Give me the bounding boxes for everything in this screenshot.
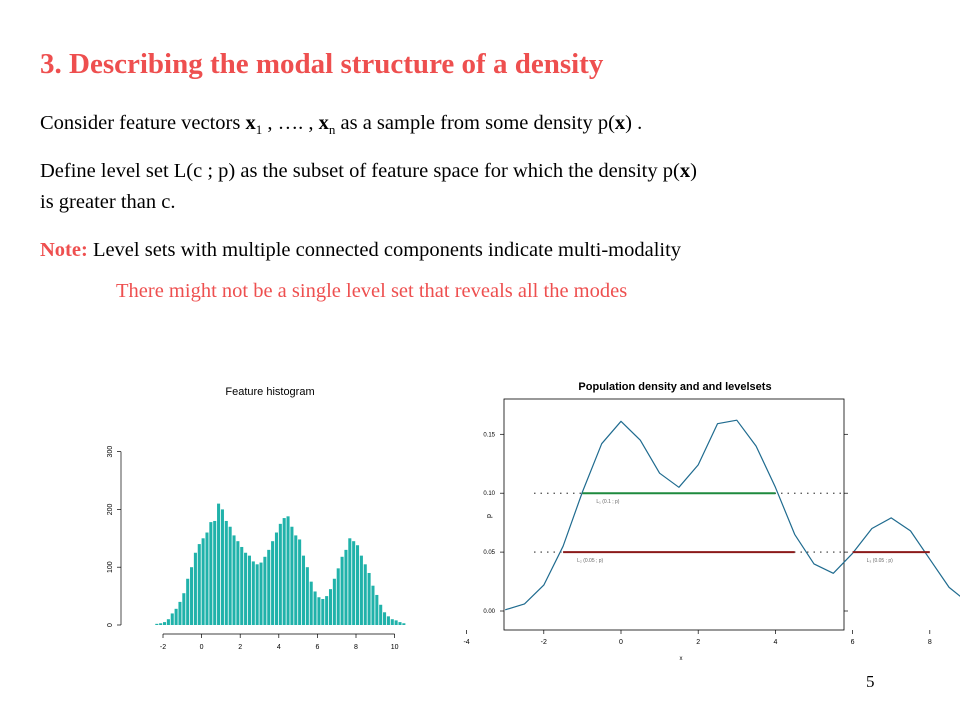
levelset-label: L₃ (0.05 ; p)	[866, 558, 893, 565]
density-plot-frame	[504, 399, 844, 630]
density-curve	[505, 420, 960, 610]
histogram-y-tick-label: 100	[107, 561, 114, 574]
histogram-y-tick-label: 0	[107, 623, 114, 627]
slide-title: 3. Describing the modal structure of a density	[40, 48, 604, 80]
text-line-feature-vectors: Consider feature vectors $x_1$ , …. , $x_n$ as a sample from some density p(x) .	[40, 112, 643, 138]
density-y-tick-label: 0.15	[483, 432, 495, 439]
density-x-tick-label: -2	[540, 639, 547, 646]
histogram-x-tick-label: 2	[238, 644, 243, 651]
histogram-x-tick-label: 6	[315, 644, 320, 651]
note-text: Level sets with multiple connected components indicate multi-modality	[87, 239, 682, 261]
density-title: Population density and and levelsets	[578, 381, 772, 393]
note-label: Note:	[40, 239, 88, 261]
density-y-tick-label: 0.05	[483, 550, 495, 557]
density-x-tick-label: -4	[463, 639, 470, 646]
histogram-x-tick-label: 8	[354, 644, 358, 651]
density-y-tick-label: 0.10	[483, 491, 495, 498]
density-x-label: x	[679, 656, 683, 662]
density-x-tick-label: 4	[773, 639, 778, 646]
histogram-x-tick-label: 10	[390, 644, 399, 651]
density-x-tick-label: 0	[619, 639, 623, 646]
text-line-level-set-definition-cont: is greater than c.	[40, 191, 176, 213]
histogram-title: Feature histogram	[225, 386, 315, 398]
text-line-level-set-definition: Define level set L(c ; p) as the subset of feature space for which the density p(x)	[40, 160, 697, 182]
histogram-x-tick-label: -2	[159, 644, 167, 651]
levelset-label: L₂ (0.05 ; p)	[577, 558, 604, 565]
density-x-tick-label: 8	[927, 639, 932, 646]
page-number: 5	[866, 672, 875, 691]
density-y-label: p	[486, 514, 493, 518]
histogram-y-tick-label: 200	[107, 503, 114, 516]
density-y-tick-label: 0.00	[483, 609, 495, 615]
density-x-tick-label: 6	[850, 639, 855, 646]
levelset-label: L₁ (0.1 ; p)	[596, 499, 620, 506]
density-x-tick-label: 2	[696, 639, 701, 646]
histogram-x-tick-label: 4	[276, 644, 281, 651]
note-red-line: There might not be a single level set that reveals all the modes	[116, 280, 628, 302]
histogram-y-tick-label: 300	[107, 445, 114, 458]
histogram-x-tick-label: 0	[199, 644, 204, 651]
